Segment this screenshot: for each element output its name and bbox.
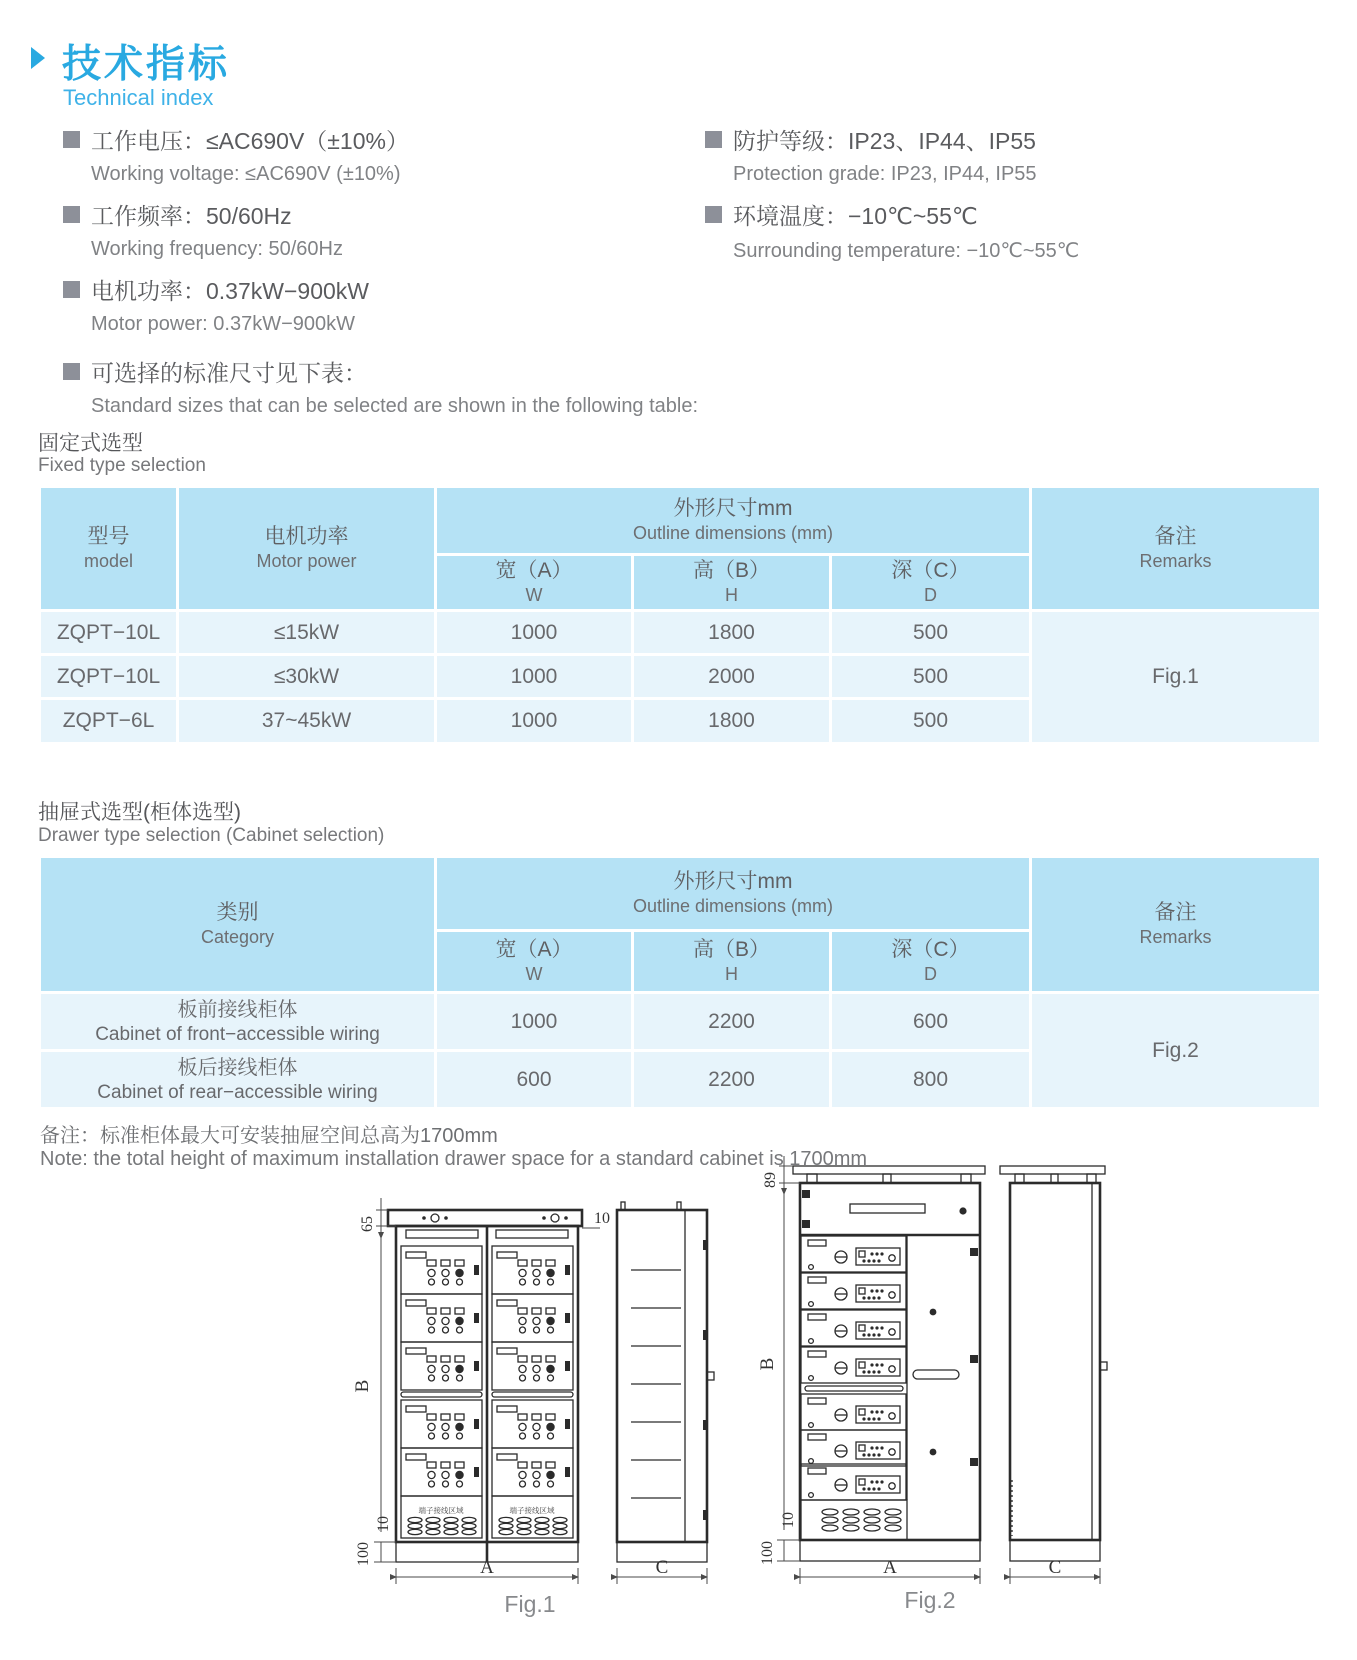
fig1-dim-10-small: 10	[375, 1516, 392, 1532]
square-bullet-icon	[63, 281, 80, 298]
fig1-dim-10-top-right: 10	[594, 1210, 610, 1227]
note-en: Note: the total height of maximum installation drawer space for a standard cabinet is 1700mm	[40, 1148, 868, 1170]
cell-power: ≤15kW	[178, 611, 436, 655]
col-header-remarks	[1031, 487, 1321, 611]
col-header-depth	[831, 931, 1031, 993]
header-en: model	[83, 551, 134, 571]
square-bullet-icon	[705, 131, 722, 148]
header-cn: 高（B）	[692, 938, 770, 961]
header-cn: 类别	[216, 901, 259, 924]
cell-category	[40, 1051, 436, 1109]
table-intro-cn	[63, 358, 698, 384]
col-header-width	[436, 931, 633, 993]
fig1-side-view	[617, 1202, 714, 1562]
fig2-dim-10-small: 10	[780, 1512, 797, 1528]
drawer-table-title-cn: 抽屉式选型(柜体选型)	[38, 801, 241, 824]
fig2-dim-100: 100	[759, 1541, 776, 1565]
spec-cn-text: 环境温度：−10℃~55℃	[733, 202, 978, 229]
header-en: Motor power	[256, 551, 357, 571]
header-en: W	[525, 964, 543, 984]
fig1-dim-100: 100	[355, 1542, 372, 1566]
header-en: D	[924, 585, 937, 605]
fig1-dim-65: 65	[359, 1216, 376, 1232]
spec-working-voltage	[63, 126, 409, 152]
cell-depth: 500	[831, 611, 1031, 655]
header-en: H	[725, 585, 738, 605]
header-en: Remarks	[1139, 927, 1212, 947]
cell-width: 600	[436, 1051, 633, 1109]
page-title: 技术指标	[62, 43, 231, 86]
col-header-height	[633, 555, 831, 611]
col-header-remarks	[1031, 857, 1321, 993]
cell-height: 2200	[633, 1051, 831, 1109]
spec-cn-text: 工作频率：50/60Hz	[91, 202, 292, 229]
col-header-width	[436, 555, 633, 611]
fig2-dim-C: C	[1048, 1557, 1062, 1578]
fig1-front-view	[388, 1210, 582, 1562]
col-header-category	[40, 857, 436, 993]
fig2-dim-A: A	[883, 1557, 897, 1578]
spec-cn-text: 工作电压：≤AC690V（±10%）	[91, 127, 409, 154]
cell-width: 1000	[436, 699, 633, 744]
header-en: Outline dimensions (mm)	[632, 896, 834, 916]
cell-height: 2000	[633, 655, 831, 699]
fig2-side-view	[1000, 1166, 1107, 1561]
cell-depth: 600	[831, 993, 1031, 1051]
fig1-panel-label: 端子接线区域	[418, 1506, 464, 1515]
fig2-dim-B: B	[757, 1357, 778, 1371]
cell-width: 1000	[436, 993, 633, 1051]
fig2-drawing	[745, 1100, 1125, 1625]
header-en: W	[525, 585, 543, 605]
spec-surrounding-temperature-en: Surrounding temperature: −10℃~55℃	[733, 240, 1080, 262]
fixed-type-table	[38, 485, 1322, 745]
header-en: Outline dimensions (mm)	[632, 523, 834, 543]
col-header-model	[40, 487, 178, 611]
drawer-table-title-en: Drawer type selection (Cabinet selection)	[38, 825, 385, 846]
header-en: H	[725, 964, 738, 984]
header-cn: 深（C）	[891, 938, 970, 961]
spec-cn-text: 电机功率：0.37kW−900kW	[91, 277, 369, 304]
header-cn: 外形尺寸mm	[673, 870, 793, 893]
header-cn: 备注	[1154, 525, 1197, 548]
col-header-depth	[831, 555, 1031, 611]
fixed-table-title-en: Fixed type selection	[38, 455, 206, 476]
table-row	[40, 611, 1321, 655]
fig1-dimensions	[352, 1198, 707, 1584]
spec-surrounding-temperature	[705, 201, 1079, 227]
fig1-dim-B: B	[352, 1379, 373, 1393]
fig2-caption: Fig.2	[904, 1587, 956, 1613]
fig1-dim-C: C	[655, 1557, 669, 1578]
category-en: Cabinet of rear−accessible wiring	[97, 1081, 378, 1103]
square-bullet-icon	[705, 206, 722, 223]
spec-motor-power	[63, 276, 409, 302]
spec-cn-text: 可选择的标准尺寸见下表：	[91, 359, 367, 386]
cell-width: 1000	[436, 611, 633, 655]
table-intro-en: Standard sizes that can be selected are shown in the following table:	[91, 395, 699, 417]
header-cn: 宽（A）	[495, 938, 573, 961]
table-row	[40, 993, 1321, 1051]
fig2-dim-89: 89	[762, 1172, 779, 1188]
header-cn: 外形尺寸mm	[673, 497, 793, 520]
header-cn: 电机功率	[264, 525, 349, 548]
fig1-caption: Fig.1	[504, 1591, 556, 1617]
spec-protection-grade-en: Protection grade: IP23, IP44, IP55	[733, 163, 1037, 185]
cell-remark: Fig.1	[1031, 611, 1321, 744]
header-en: Category	[200, 927, 275, 947]
cell-depth: 800	[831, 1051, 1031, 1109]
title-arrow-icon	[31, 47, 45, 69]
cell-model: ZQPT−10L	[40, 611, 178, 655]
fixed-table-title-cn: 固定式选型	[38, 432, 143, 455]
spec-working-voltage-en: Working voltage: ≤AC690V (±10%)	[91, 163, 401, 185]
cell-category	[40, 993, 436, 1051]
header-en: Remarks	[1139, 551, 1212, 571]
cell-height: 1800	[633, 611, 831, 655]
col-header-height	[633, 931, 831, 993]
fig1-panel-label: 端子接线区域	[509, 1506, 555, 1515]
square-bullet-icon	[63, 206, 80, 223]
header-cn: 型号	[87, 525, 130, 548]
spec-protection-grade	[705, 126, 1079, 152]
page-subtitle: Technical index	[63, 85, 214, 110]
cell-model: ZQPT−6L	[40, 699, 178, 744]
spec-motor-power-en: Motor power: 0.37kW−900kW	[91, 313, 355, 335]
square-bullet-icon	[63, 363, 80, 380]
cell-height: 2200	[633, 993, 831, 1051]
cell-model: ZQPT−10L	[40, 655, 178, 699]
drawer-type-table	[38, 855, 1322, 1110]
cell-power: 37~45kW	[178, 699, 436, 744]
specs-right-column	[705, 126, 1079, 276]
spec-cn-text: 防护等级：IP23、IP44、IP55	[733, 127, 1036, 154]
cell-height: 1800	[633, 699, 831, 744]
header-cn: 深（C）	[891, 559, 970, 582]
cell-power: ≤30kW	[178, 655, 436, 699]
category-cn: 板后接线柜体	[177, 1056, 298, 1079]
square-bullet-icon	[63, 131, 80, 148]
spec-working-frequency	[63, 201, 409, 227]
cell-depth: 500	[831, 655, 1031, 699]
header-cn: 备注	[1154, 901, 1197, 924]
header-cn: 高（B）	[692, 559, 770, 582]
fig1-drawing	[338, 1180, 730, 1625]
category-cn: 板前接线柜体	[177, 998, 298, 1021]
col-header-motor-power	[178, 487, 436, 611]
category-en: Cabinet of front−accessible wiring	[95, 1023, 380, 1045]
fig1-dim-A: A	[480, 1557, 494, 1578]
specs-left-column	[63, 126, 409, 351]
note-cn: 备注：标准柜体最大可安装抽屉空间总高为1700mm	[40, 1125, 498, 1147]
cell-width: 1000	[436, 655, 633, 699]
col-header-outline-dimensions	[436, 857, 1031, 931]
cell-remark: Fig.2	[1031, 993, 1321, 1109]
fig2-front-view	[793, 1166, 985, 1561]
spec-working-frequency-en: Working frequency: 50/60Hz	[91, 238, 343, 260]
cell-depth: 500	[831, 699, 1031, 744]
header-cn: 宽（A）	[495, 559, 573, 582]
header-en: D	[924, 964, 937, 984]
table-intro	[63, 358, 698, 433]
col-header-outline-dimensions	[436, 487, 1031, 555]
